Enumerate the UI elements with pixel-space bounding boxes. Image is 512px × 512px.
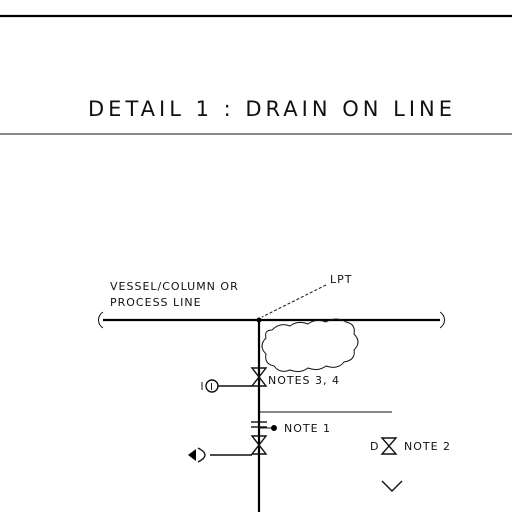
lpt-leader-line: [262, 285, 326, 317]
note-2-label: NOTE 2: [404, 440, 452, 453]
cap-arc: [198, 448, 205, 462]
revision-cloud: [262, 319, 358, 372]
d-prefix-label: D: [370, 440, 380, 453]
left-break-symbol: [99, 312, 104, 328]
note-1-label: NOTE 1: [284, 422, 332, 435]
cap-symbol: [188, 449, 196, 461]
instrument-tag-symbol: I: [210, 382, 214, 393]
note-2-valve-symbol: [382, 438, 396, 454]
lpt-label: LPT: [330, 273, 353, 286]
drain-funnel: [382, 481, 402, 491]
note-1-dot: [271, 425, 277, 431]
process-line-label: PROCESS LINE: [110, 296, 202, 309]
vessel-column-label: VESSEL/COLUMN OR: [110, 280, 239, 293]
right-break-symbol: [440, 312, 445, 328]
detail-title: DETAIL 1 : DRAIN ON LINE: [88, 97, 456, 121]
notes-3-4-label: NOTES 3, 4: [268, 374, 341, 387]
